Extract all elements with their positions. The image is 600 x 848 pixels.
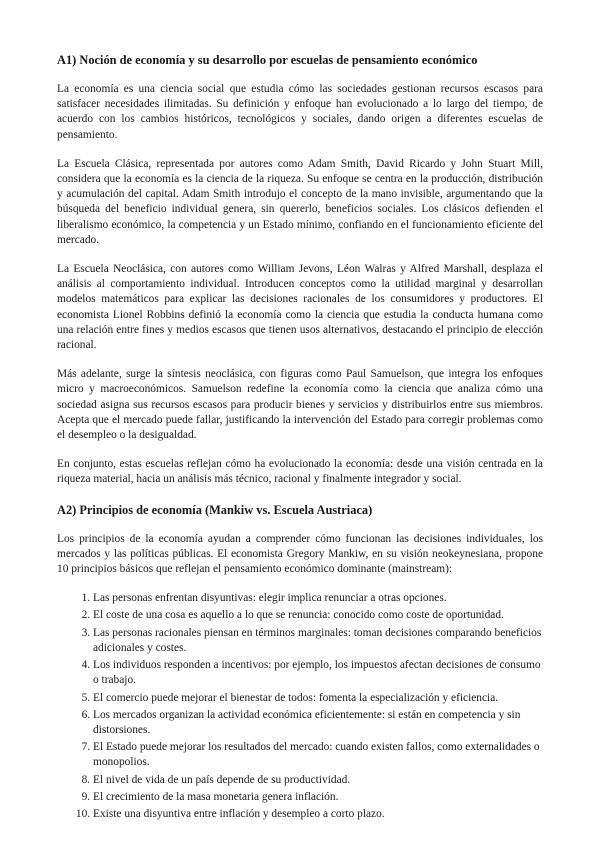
section-a1-heading: A1) Noción de economía y su desarrollo por escuelas de pensamiento económico (57, 53, 478, 67)
document-page (57, 52, 543, 824)
a1-paragraph-classical: La Escuela Clásica, representada por autores como Adam Smith, David Ricardo y John Stuart Mill, considera que la economía es la ciencia de la riqueza. Su enfoque se centra en la producción, distribución y acumulación del capital. Adam Smith introdujo el concepto de la mano invisible, argumentando que la búsqueda del beneficio individual genera, sin quererlo, beneficios sociales. Los clásicos defienden el liberalismo económico, la competencia y un Estado mínimo, confiando en el funcionamiento eficiente del mercado. (57, 157, 543, 246)
list-item: 3. Las personas racionales piensan en términos marginales: toman decisiones comparando beneficios adicionales y costes. (93, 626, 543, 656)
a1-paragraph-conclusion: En conjunto, estas escuelas reflejan cómo ha evolucionado la economía: desde una visión centrada en la riqueza material, hacia un análisis más técnico, racional y finalmente integrador y social. (57, 458, 543, 486)
list-item: 8. El nivel de vida de un país depende de su productividad. (93, 773, 543, 788)
list-item: 7. El Estado puede mejorar los resultados del mercado: cuando existen fallos, como externalidades o monopolios. (93, 740, 543, 770)
list-item: 9. El crecimiento de la masa monetaria genera inflación. (93, 790, 543, 805)
list-item: 6. Los mercados organizan la actividad económica eficientemente: si están en competencia y sin distorsiones. (93, 708, 543, 738)
list-item: 2. El coste de una cosa es aquello a lo que se renuncia: conocido como coste de oportunidad. (93, 608, 543, 623)
list-item: 10. Existe una disyuntiva entre inflación y desempleo a corto plazo. (93, 807, 543, 822)
mankiw-principles-list (57, 591, 543, 822)
a1-paragraph-intro: La economía es una ciencia social que estudia cómo las sociedades gestionan recursos escasos para satisfacer necesidades ilimitadas. Su definición y enfoque han evolucionado a lo largo del tiempo, de acuerdo con los cambios históricos, tecnológicos y sociales, dando origen a diferentes escuelas de pensamiento. (57, 83, 543, 141)
list-item: 5. El comercio puede mejorar el bienestar de todos: fomenta la especialización y eficiencia. (93, 691, 543, 706)
list-item: 4. Los individuos responden a incentivos: por ejemplo, los impuestos afectan decisiones de consumo o trabajo. (93, 658, 543, 688)
section-a2-heading: A2) Principios de economía (Mankiw vs. Escuela Austriaca) (57, 502, 373, 517)
list-item: 1. Las personas enfrentan disyuntivas: elegir implica renunciar a otras opciones. (93, 591, 543, 606)
a1-paragraph-neoclassical: La Escuela Neoclásica, con autores como William Jevons, Léon Walras y Alfred Marshall, desplaza el análisis al comportamiento individual. Introducen conceptos como la utilidad marginal y desarrollan modelos matemáticos para explicar las decisiones racionales de los consumidores y productores. El economista Lionel Robbins definió la economía como la ciencia que estudia la conducta humana como una relación entre fines y medios escasos que tienen usos alternativos, destacando el principio de elección racional. (57, 263, 543, 352)
a2-paragraph-intro: Los principios de la economía ayudan a comprender cómo funcionan las decisiones individuales, los mercados y las políticas públicas. El economista Gregory Mankiw, en su visión neokeynesiana, propone 10 principios básicos que reflejan el pensamiento económico dominante (mainstream): (57, 532, 543, 576)
a1-paragraph-synthesis: Más adelante, surge la síntesis neoclásica, con figuras como Paul Samuelson, que integra los enfoques micro y macroeconómicos. Samuelson redefine la economía como la ciencia que analiza cómo una sociedad asigna sus recursos escasos para producir bienes y servicios y distribuirlos entre sus miembros. Acepta que el mercado puede fallar, justificando la intervención del Estado para corregir problemas como el desempleo o la desigualdad. (57, 368, 543, 442)
